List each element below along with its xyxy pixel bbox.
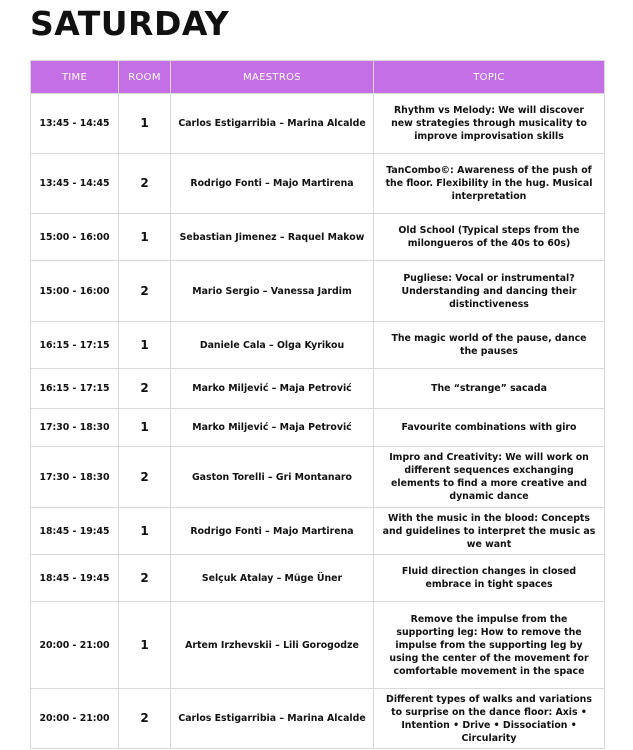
table-row — [31, 214, 605, 261]
header-maestros: MAESTROS — [171, 61, 374, 94]
topic-cell: TanCombo©: Awareness of the push of the floor. Flexibility in the hug. Musical interpretation — [374, 154, 605, 214]
topic-cell: Impro and Creativity: We will work on different sequences exchanging elements to find a more creative and dynamic dance — [374, 447, 605, 508]
time-cell: 16:15 - 17:15 — [31, 322, 119, 369]
time-cell: 15:00 - 16:00 — [31, 261, 119, 322]
table-row — [31, 322, 605, 369]
maestros-cell: Carlos Estigarribia – Marina Alcalde — [171, 689, 374, 749]
table-row — [31, 261, 605, 322]
topic-cell: Remove the impulse from the supporting leg: How to remove the impulse from the supporting leg by using the center of the movement for comfortable movement in the space — [374, 602, 605, 689]
room-cell: 2 — [119, 369, 171, 409]
header-time: TIME — [31, 61, 119, 94]
schedule-table — [30, 60, 605, 749]
room-cell: 2 — [119, 689, 171, 749]
time-cell: 20:00 - 21:00 — [31, 689, 119, 749]
table-row — [31, 154, 605, 214]
topic-cell: The magic world of the pause, dance the pauses — [374, 322, 605, 369]
time-cell: 13:45 - 14:45 — [31, 94, 119, 154]
topic-cell: Favourite combinations with giro — [374, 409, 605, 447]
table-row — [31, 409, 605, 447]
topic-cell: Different types of walks and variations to surprise on the dance floor: Axis • Intention • Drive • Dissociation • Circularity — [374, 689, 605, 749]
table-row — [31, 94, 605, 154]
topic-cell: The “strange” sacada — [374, 369, 605, 409]
maestros-cell: Mario Sergio – Vanessa Jardim — [171, 261, 374, 322]
topic-cell: Pugliese: Vocal or instrumental? Understanding and dancing their distinctiveness — [374, 261, 605, 322]
time-cell: 20:00 - 21:00 — [31, 602, 119, 689]
maestros-cell: Rodrigo Fonti – Majo Martirena — [171, 154, 374, 214]
time-cell: 13:45 - 14:45 — [31, 154, 119, 214]
topic-cell: Rhythm vs Melody: We will discover new strategies through musicality to improve improvisation skills — [374, 94, 605, 154]
time-cell: 18:45 - 19:45 — [31, 555, 119, 602]
topic-cell: Old School (Typical steps from the milongueros of the 40s to 60s) — [374, 214, 605, 261]
header-room: ROOM — [119, 61, 171, 94]
page-title: SATURDAY — [30, 4, 230, 43]
table-row — [31, 689, 605, 749]
room-cell: 1 — [119, 602, 171, 689]
room-cell: 1 — [119, 94, 171, 154]
header-row — [31, 61, 605, 94]
time-cell: 16:15 - 17:15 — [31, 369, 119, 409]
time-cell: 17:30 - 18:30 — [31, 447, 119, 508]
topic-cell: With the music in the blood: Concepts and guidelines to interpret the music as we want — [374, 508, 605, 555]
header-topic: TOPIC — [374, 61, 605, 94]
room-cell: 1 — [119, 508, 171, 555]
maestros-cell: Marko Miljević – Maja Petrović — [171, 409, 374, 447]
table-row — [31, 508, 605, 555]
maestros-cell: Artem Irzhevskii – Lili Gorogodze — [171, 602, 374, 689]
maestros-cell: Gaston Torelli – Gri Montanaro — [171, 447, 374, 508]
table-row — [31, 602, 605, 689]
room-cell: 2 — [119, 261, 171, 322]
topic-cell: Fluid direction changes in closed embrace in tight spaces — [374, 555, 605, 602]
room-cell: 1 — [119, 322, 171, 369]
time-cell: 15:00 - 16:00 — [31, 214, 119, 261]
maestros-cell: Carlos Estigarribia – Marina Alcalde — [171, 94, 374, 154]
room-cell: 1 — [119, 409, 171, 447]
maestros-cell: Marko Miljević – Maja Petrović — [171, 369, 374, 409]
time-cell: 18:45 - 19:45 — [31, 508, 119, 555]
time-cell: 17:30 - 18:30 — [31, 409, 119, 447]
room-cell: 2 — [119, 555, 171, 602]
maestros-cell: Rodrigo Fonti – Majo Martirena — [171, 508, 374, 555]
table-row — [31, 447, 605, 508]
maestros-cell: Selçuk Atalay – Müge Üner — [171, 555, 374, 602]
room-cell: 2 — [119, 154, 171, 214]
room-cell: 2 — [119, 447, 171, 508]
table-row — [31, 555, 605, 602]
table-row — [31, 369, 605, 409]
room-cell: 1 — [119, 214, 171, 261]
maestros-cell: Sebastian Jimenez – Raquel Makow — [171, 214, 374, 261]
maestros-cell: Daniele Cala – Olga Kyrikou — [171, 322, 374, 369]
